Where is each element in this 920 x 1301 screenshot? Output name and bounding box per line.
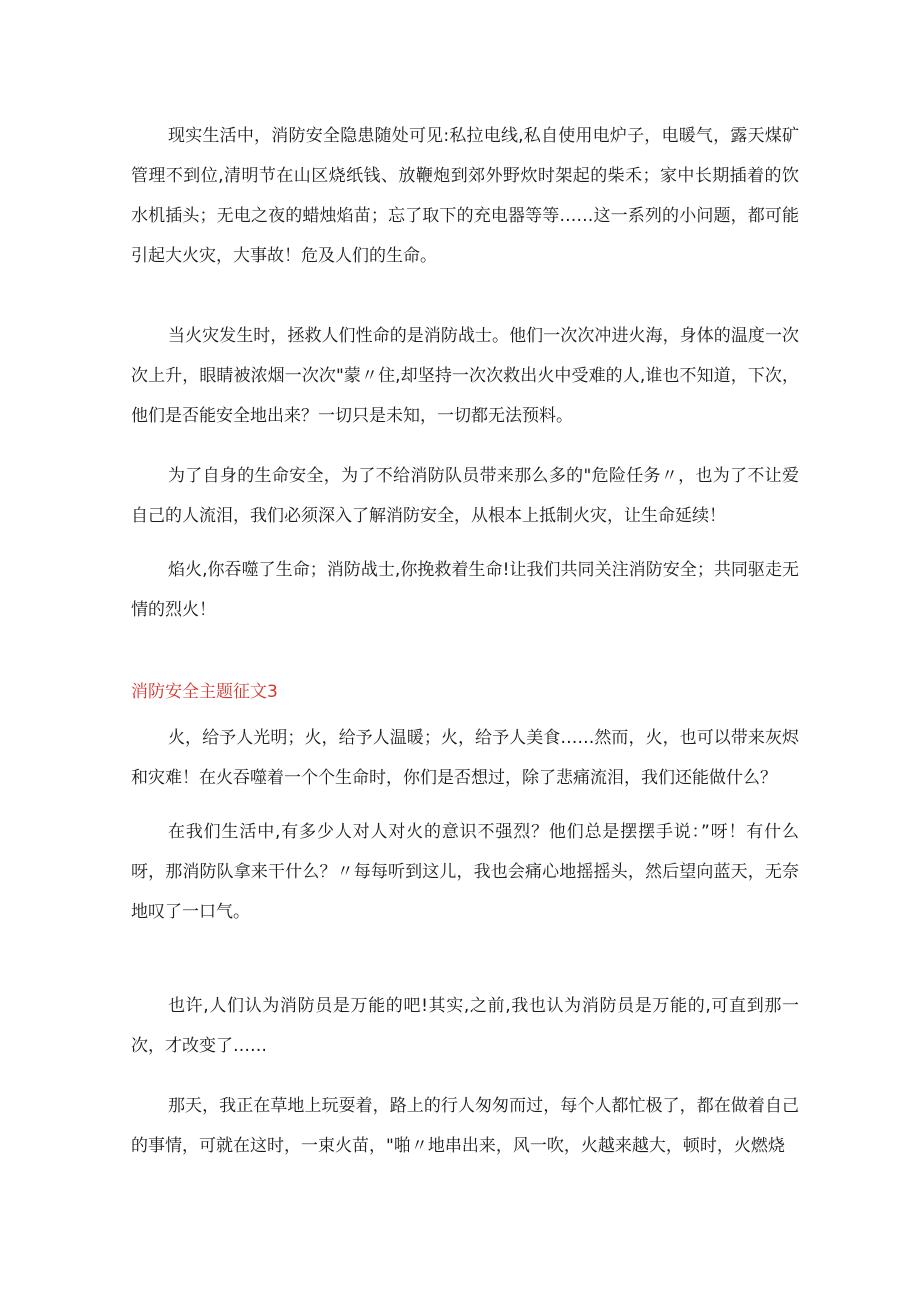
paragraph-fire-safety: 为了自身的生命安全，为了不给消防队员带来那么多的"危险任务〃，也为了不让爱自己的人流泪，我们必须深入了解消防安全，从根本上抵制火灾，让生命延续！ bbox=[131, 466, 799, 526]
paragraph-firefighters-almighty: 也许,人们认为消防员是万能的吧!其实,之前,我也认为消防员是万能的,可直到那一次，才改变了…… bbox=[131, 996, 799, 1056]
paragraph-story-start: 那天，我正在草地上玩耍着，路上的行人匆匆而过，每个人都忙极了，都在做着自己的事情，可就在这时，一束火苗，"啪〃地串出来，风一吹，火越来越大，顿时，火燃烧 bbox=[131, 1096, 799, 1156]
section-heading: 消防安全主题征文3 bbox=[131, 682, 278, 702]
paragraph-awareness: 在我们生活中,有多少人对人对火的意识不强烈？他们总是摆摆手说：”呀！有什么呀，那消防队拿来干什么？〃每每听到这儿，我也会痛心地摇摇头，然后望向蓝天，无奈地叹了一口气。 bbox=[131, 822, 799, 922]
paragraph-call-to-action: 焰火,你吞噬了生命；消防战士,你挽救着生命!让我们共同关注消防安全；共同驱走无情的烈火！ bbox=[131, 560, 799, 620]
paragraph-fire-intro: 火，给予人光明；火，给予人温暖；火，给予人美食……然而，火，也可以带来灰烬和灾难！在火吞噬着一个个生命时，你们是否想过，除了悲痛流泪，我们还能做什么？ bbox=[131, 728, 799, 788]
paragraph-firefighters: 当火灾发生时，拯救人们性命的是消防战士。他们一次次冲进火海，身体的温度一次次上升，眼睛被浓烟一次次"蒙〃住,却坚持一次次救出火中受难的人,谁也不知道，下次，他们是否能安全地出来？一切只是未知，一切都无法预料。 bbox=[131, 326, 799, 426]
paragraph-fire-hazards: 现实生活中，消防安全隐患随处可见:私拉电线,私自使用电炉子，电暖气，露天煤矿管理不到位,清明节在山区烧纸钱、放鞭炮到郊外野炊时架起的柴禾；家中长期插着的饮水机插头；无电之夜的蜡烛焰苗；忘了取下的充电器等等……这一系列的小问题，都可能引起大火灾，大事故！危及人们的生命。 bbox=[131, 126, 799, 266]
